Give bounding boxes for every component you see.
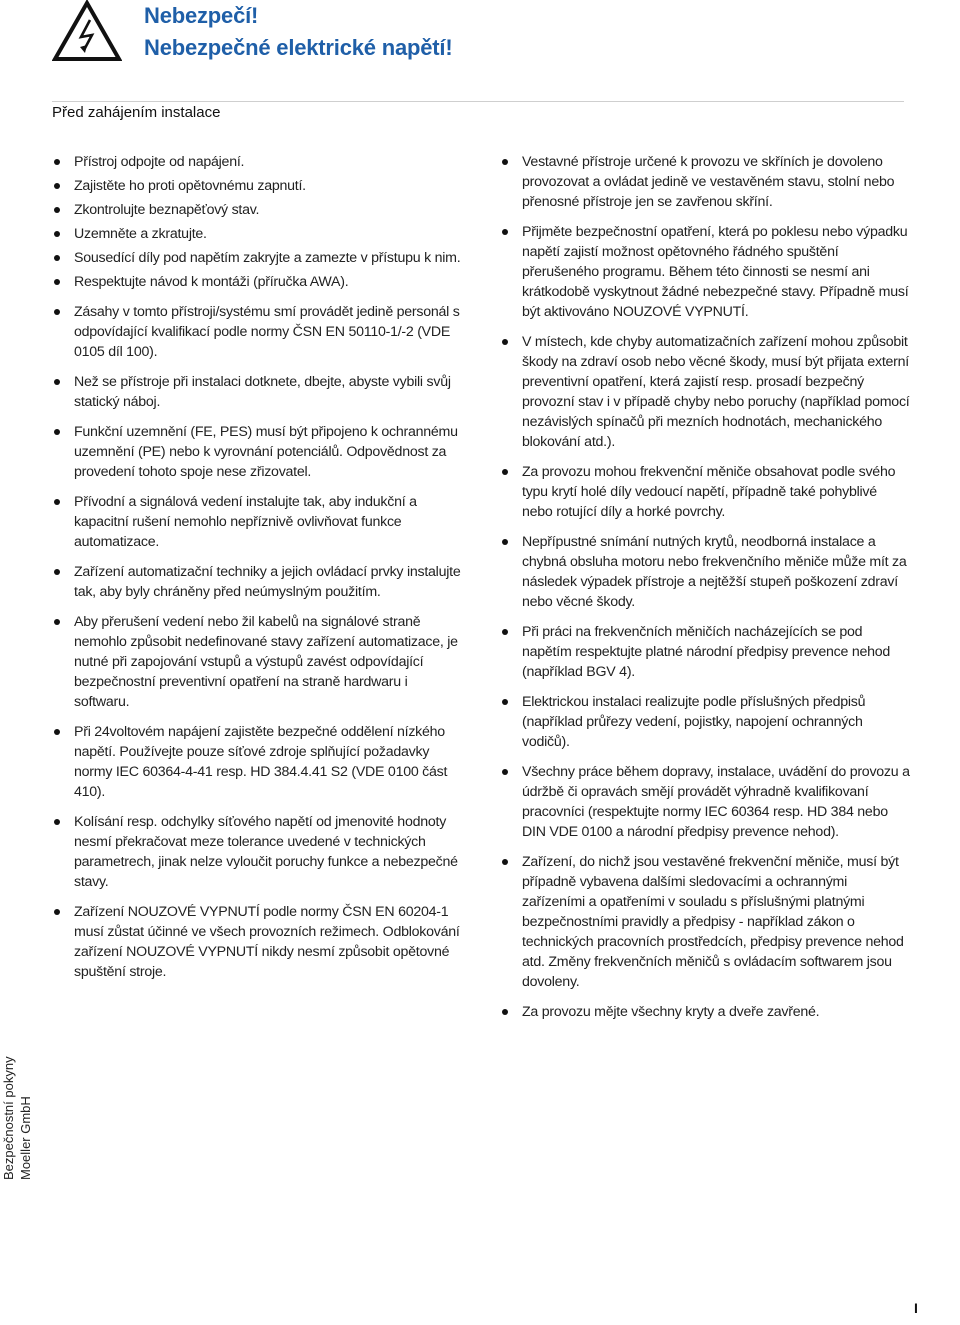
list-item-text: Funkční uzemnění (FE, PES) musí být připojeno k ochrannému uzemnění (PE) nebo k vyrovnání potenciálů. Odpovědnost za provedení tohoto spoje nese zřizovatel. [74, 424, 458, 480]
side-footer-text [0, 1056, 34, 1180]
bullet-icon [54, 429, 60, 435]
bullet-icon [54, 207, 60, 213]
bullet-icon [502, 769, 508, 775]
list-item-text: V místech, kde chyby automatizačních zařízení mohou způsobit škody na zdraví osob nebo věcné škody, musí být přijata externí preventivní opatření, která zajistí resp. prosadí bezpečný provozní stav i v případě chyby nebo poruchy (například pomocí nezávislých spínačů při mezních hodnotách, mechanického blokování atd.). [522, 334, 910, 450]
list-item [52, 562, 462, 602]
list-item-text: Při práci na frekvenčních měničích nacházejících se pod napětím respektujte platné národní předpisy prevence nehod (například BGV 4). [522, 624, 891, 680]
bullet-icon [54, 279, 60, 285]
list-item [500, 852, 910, 992]
list-item [500, 762, 910, 842]
list-item-text: Zařízení automatizační techniky a jejich ovládací prvky instalujte tak, aby byly chráněny před neúmyslným použitím. [74, 564, 461, 600]
list-item-text: Elektrickou instalaci realizujte podle příslušných předpisů (například průřezy vedení, pojistky, napojení ochranných vodičů). [522, 694, 866, 750]
title-line-2: Nebezpečné elektrické napětí! [144, 35, 453, 60]
list-item-text: Aby přerušení vedení nebo žil kabelů na signálové straně nemohlo způsobit nedefinované stavy zařízení automatizace, je nutné při zapojování vstupů a výstupů zavést odpovídající bezpečnostní preventivní opatření na straně hardwaru i softwaru. [74, 614, 458, 710]
list-item [52, 176, 462, 196]
list-item-text: Vestavné přístroje určené k provozu ve skříních je dovoleno provozovat a ovládat jedině ve vestavěném stavu, stolní nebo přenosné přístroje jen se zavřenou skříní. [522, 154, 895, 210]
list-item [52, 902, 462, 982]
list-item-text: Kolísání resp. odchylky síťového napětí od jmenovité hodnoty nesmí překračovat meze tolerance uvedené v technických parametrech, jinak nelze vyloučit poruchy funkce a nebezpečné stavy. [74, 814, 458, 890]
list-item [500, 152, 910, 212]
bullet-icon [502, 1009, 508, 1015]
section-divider [52, 101, 904, 102]
bullet-icon [54, 309, 60, 315]
high-voltage-warning-icon [52, 0, 122, 62]
list-item [52, 248, 462, 268]
bullet-icon [54, 499, 60, 505]
side-company: Bezpečnostní pokyny [1, 1056, 16, 1180]
list-item-text: Přijměte bezpečnostní opatření, která po poklesu nebo výpadku napětí zajistí možnost opětovného řádného spuštění přerušeného programu. Během této činnosti se nesmí ani krátkodobě vyskytnout žádné nebezpečné stavy. Případně musí být aktivováno NOUZOVÉ VYPNUTÍ. [522, 224, 909, 320]
bullet-icon [502, 469, 508, 475]
list-item-text: Při 24voltovém napájení zajistěte bezpečné oddělení nízkého napětí. Používejte pouze síťové zdroje splňující požadavky normy IEC 60364-4-41 resp. HD 384.4.41 S2 (VDE 0100 část 410). [74, 724, 448, 800]
bullet-icon [54, 379, 60, 385]
list-item [500, 532, 910, 612]
list-item [52, 812, 462, 892]
left-column-list [52, 152, 462, 982]
side-document: Moeller GmbH [18, 1096, 33, 1180]
list-item-text: Zařízení, do nichž jsou vestavěné frekvenční měniče, musí být případně vybavena dalšími sledovacími a ochrannými zařízeními a opatřeními v souladu s příslušnými platnými bezpečnostními pravidly a předpisy - například zákon o technických pracovních prostředcích, předpisy prevence nehod atd. Změny frekvenčních měničů s ovládacím softwarem jsou dovoleny. [522, 854, 904, 990]
list-item-text: Uzemněte a zkratujte. [74, 226, 207, 242]
list-item-text: Za provozu mějte všechny kryty a dveře zavřené. [522, 1004, 820, 1020]
bullet-icon [54, 255, 60, 261]
bullet-icon [502, 539, 508, 545]
list-item [500, 462, 910, 522]
bullet-icon [54, 619, 60, 625]
list-item-text: Respektujte návod k montáži (příručka AWA). [74, 274, 349, 290]
title-line-1: Nebezpečí! [144, 3, 259, 28]
list-item [500, 622, 910, 682]
list-item [52, 372, 462, 412]
list-item [500, 332, 910, 452]
list-item-text: Za provozu mohou frekvenční měniče obsahovat podle svého typu krytí holé díly vedoucí napětí, případně také pohyblivé nebo rotující díly a horké povrchy. [522, 464, 896, 520]
section-heading: Před zahájením instalace [52, 104, 221, 121]
list-item-text: Nepřípustné snímání nutných krytů, neodborná instalace a chybná obsluha motoru nebo frekvenčního měniče může mít za následek výpadek přístroje a nejtěžší stupeň poškození zdraví nebo věcné škody. [522, 534, 907, 610]
bullet-icon [54, 909, 60, 915]
list-item [52, 152, 462, 172]
right-column-list [500, 152, 910, 1022]
bullet-icon [502, 629, 508, 635]
list-item [52, 272, 462, 292]
bullet-icon [502, 859, 508, 865]
list-item [52, 612, 462, 712]
bullet-icon [54, 183, 60, 189]
list-item [52, 422, 462, 482]
list-item [500, 692, 910, 752]
list-item [500, 222, 910, 322]
page-title [144, 0, 452, 64]
list-item-text: Zařízení NOUZOVÉ VYPNUTÍ podle normy ČSN EN 60204-1 musí zůstat účinné ve všech provozních režimech. Odblokování zařízení NOUZOVÉ VYPNUTÍ nikdy nesmí způsobit opětovné spuštění stroje. [74, 904, 460, 980]
bullet-icon [502, 339, 508, 345]
list-item [52, 492, 462, 552]
list-item-text: Než se přístroje při instalaci dotknete, dbejte, abyste vybili svůj statický náboj. [74, 374, 451, 410]
list-item [52, 224, 462, 244]
bullet-icon [54, 159, 60, 165]
list-item-text: Zajistěte ho proti opětovnému zapnutí. [74, 178, 306, 194]
bullet-icon [54, 231, 60, 237]
list-item [52, 200, 462, 220]
page-number: I [914, 1300, 918, 1316]
list-item-text: Přívodní a signálová vedení instalujte tak, aby indukční a kapacitní rušení nemohlo nepříznivě ovlivňovat funkce automatizace. [74, 494, 417, 550]
bullet-icon [54, 569, 60, 575]
bullet-icon [502, 159, 508, 165]
list-item-text: Zásahy v tomto přístroji/systému smí provádět jedině personál s odpovídající kvalifikací podle normy ČSN EN 50110-1/-2 (VDE 0105 díl 100). [74, 304, 460, 360]
list-item-text: Sousedící díly pod napětím zakryjte a zamezte v přístupu k nim. [74, 250, 461, 266]
list-item [52, 722, 462, 802]
bullet-icon [54, 819, 60, 825]
bullet-icon [54, 729, 60, 735]
list-item-text: Přístroj odpojte od napájení. [74, 154, 245, 170]
list-item-text: Všechny práce během dopravy, instalace, uvádění do provozu a údržbě či opravách smějí provádět výhradně kvalifikovaní pracovníci (respektujte normy IEC 60364 resp. HD 384 nebo DIN VDE 0100 a národní předpisy prevence nehod). [522, 764, 910, 840]
bullet-icon [502, 229, 508, 235]
list-item-text: Zkontrolujte beznapěťový stav. [74, 202, 260, 218]
list-item [500, 1002, 910, 1022]
list-item [52, 302, 462, 362]
bullet-icon [502, 699, 508, 705]
